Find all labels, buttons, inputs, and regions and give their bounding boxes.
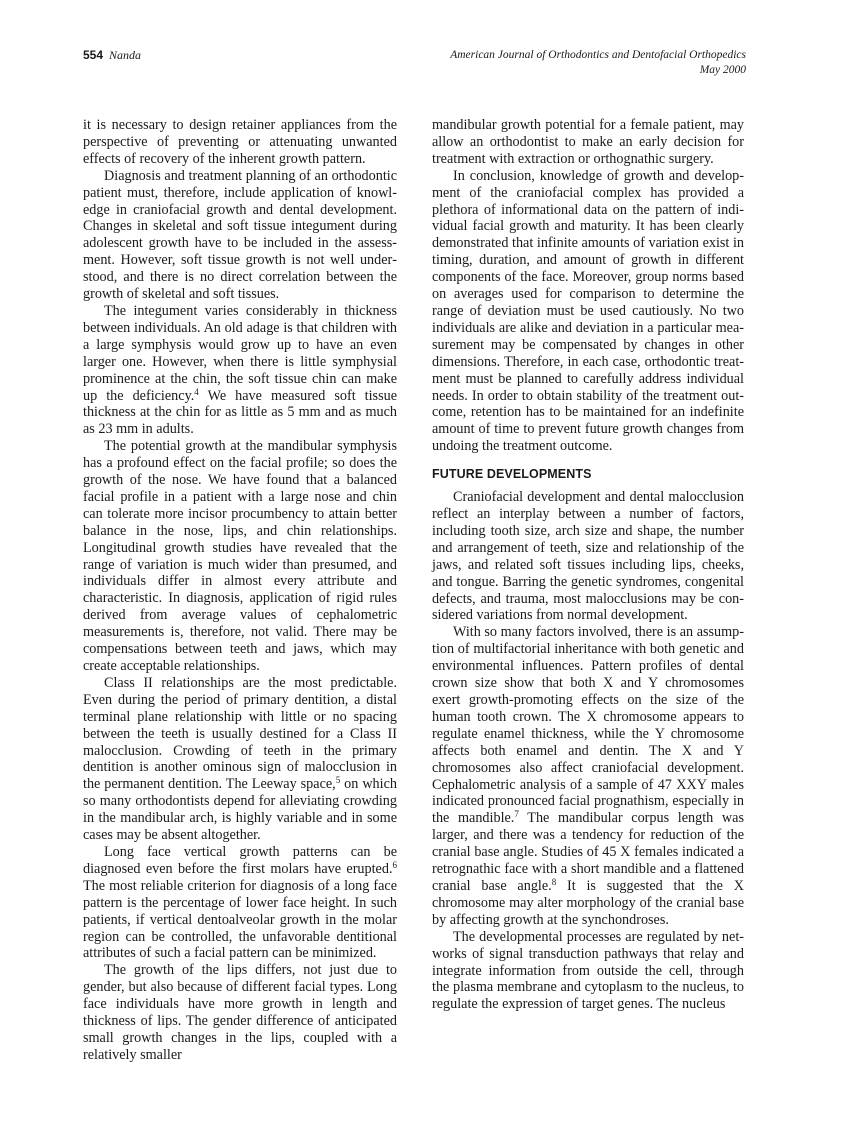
paragraph-text: on which so many orthodontists depend for alleviating crowding in the mandibular arch, is highly variable and in some cases may be absent altogether. — [83, 776, 397, 844]
paragraph-text: Long face vertical growth patterns can be diagnosed even before the first molars have erupted. — [83, 843, 397, 877]
page-number: 554 — [83, 48, 104, 62]
reference-superscript: 6 — [392, 859, 397, 870]
paragraph: The potential growth at the mandibular symphysis has a profound effect on the facial profile; so does the growth of the nose. We have found that a balanced facial profile in a patient with a large nose and chin can tolerate more incisor procumbency to attain better balance in the nose, lips, and chin relationships. Longitudinal growth studies have revealed that the range of variation is much wider than presumed, and individuals differ in almost every attribute and characteristic. In diagnosis, application of rigid rules derived from average values of cephalometric measurements is, therefore, not valid. There may be compensations between teeth and jaws, which may create acceptable relationships. — [83, 438, 397, 674]
reference-superscript: 7 — [514, 809, 519, 820]
paragraph-text: We have measured soft tissue thickness at the chin for as little as 5 mm and as much as 23 mm in adults. — [83, 387, 397, 438]
running-head — [83, 48, 746, 88]
running-head-left — [83, 48, 141, 62]
paragraph-text: With so many factors involved, there is an assumption of multifactorial inheritance with both genetic and environmental influences. Pattern profiles of dental crown size show that both X and Y chromosomes exert growth-promoting effects on the size of the human tooth crown. The X chromosome appears to regulate enamel thickness, while the Y chromosome affects both enamel and dentin. The X and Y chromosomes also affect craniofacial development. Cephalometric analysis of a sample of 47 XXY males indicated pronounced facial prognathism, especially in the mandible. — [432, 624, 744, 827]
left-column — [83, 117, 397, 1064]
paragraph-text: It is suggested that the X chromosome may alter morphology of the cranial base by affecting growth at the synchondroses. — [432, 877, 745, 928]
paragraph: The growth of the lips differs, not just due to gender, but also because of different facial types. Long face individuals have more growth in length and thickness of lips. The gender difference of anticipated small growth changes in the lips, coupled with a relatively smaller — [83, 962, 397, 1063]
paragraph: it is necessary to design retainer appliances from the perspective of preventing or attenuating unwanted effects of recovery of the inherent growth pattern. — [83, 117, 397, 167]
running-head-right — [450, 48, 746, 78]
paragraph — [432, 624, 744, 928]
paragraph: Diagnosis and treatment planning of an orthodontic patient must, therefore, include application of knowledge in craniofacial growth and dental development. Changes in skeletal and soft tissue integument during adolescent growth have to be included in the assessment. However, soft tissue growth is not well understood, and there is no direct correlation between the growth of skeletal and soft tissues. — [83, 167, 397, 303]
journal-title: American Journal of Orthodontics and Dentofacial Orthopedics — [450, 49, 746, 61]
paragraph-text: The mandibular corpus length was larger, and there was a tendency for reduction of the cranial base angle. Studies of 45 X females indicated a retrognathic face with a short mandible and a flattened cranial base angle. — [432, 810, 744, 894]
issue-date: May 2000 — [699, 64, 746, 76]
reference-superscript: 8 — [551, 876, 557, 887]
reference-superscript: 5 — [335, 775, 341, 786]
author-name: Nanda — [109, 48, 142, 62]
paragraph: mandibular growth potential for a female patient, may allow an orthodontist to make an early decision for treatment with extraction or orthognathic surgery. — [432, 117, 744, 167]
paragraph-text: Class II relationships are the most predictable. Even during the period of primary dentition, a distal terminal plane relationship with little or no spacing between the teeth is usually destined for a Class II malocclusion. Crowding of teeth in the primary dentition is another ominous sign of malocclusion in the permanent dentition. The Leeway space, — [83, 674, 397, 793]
paragraph — [83, 303, 397, 438]
right-column — [432, 117, 744, 1013]
paragraph-text: The most reliable criterion for diagnosis of a long face pattern is the percentage of lower face height. In such patients, if vertical dentoalveolar growth in the molar region can be controlled, the unfavorable dentitional attributes of such a facial pattern can be minimized. — [83, 877, 397, 962]
paragraph: Craniofacial development and dental malocclusion reflect an interplay between a number of factors, including tooth size, arch size and shape, the number and arrangement of teeth, size and relationship of the jaws, and related soft tissues including lips, cheeks, and tongue. Barring the genetic syndromes, congenital defects, and trauma, most malocclusions may be considered variations from normal development. — [432, 489, 744, 624]
paragraph — [83, 844, 397, 962]
section-heading: FUTURE DEVELOPMENTS — [432, 467, 592, 482]
paragraph — [83, 675, 397, 844]
paragraph: The developmental processes are regulated by networks of signal transduction pathways that relay and integrate information from outside the cell, through the plasma membrane and cytoplasm to the nucleus, to regulate the expression of target genes. The nucleus — [432, 928, 744, 1013]
reference-superscript: 4 — [194, 386, 199, 397]
paragraph-text: The integument varies considerably in thickness between individuals. An old adage is that children with a large symphysis would grow up to have an even larger one. However, when there is little symphysial prominence at the chin, the soft tissue chin can make up the deficiency. — [83, 302, 397, 404]
paragraph: In conclusion, knowledge of growth and development of the craniofacial complex has provided a plethora of informational data on the pattern of individual facial growth and maturity. It has been clearly demonstrated that infinite amounts of variation exist in timing, duration, and amount of growth in different components of the face. Moreover, group norms based on averages used for comparison to determine the range of deviation must be used cautiously. No two individuals are alike and deviation in a particular measurement may be compensated by changes in other dimensions. Therefore, in each case, orthodontic treatment must be planned to carefully address individual needs. In order to obtain stability of the treatment outcome, retention has to be maintained for an indefinite amount of time to prevent future growth changes from undoing the treatment outcome. — [432, 167, 744, 455]
